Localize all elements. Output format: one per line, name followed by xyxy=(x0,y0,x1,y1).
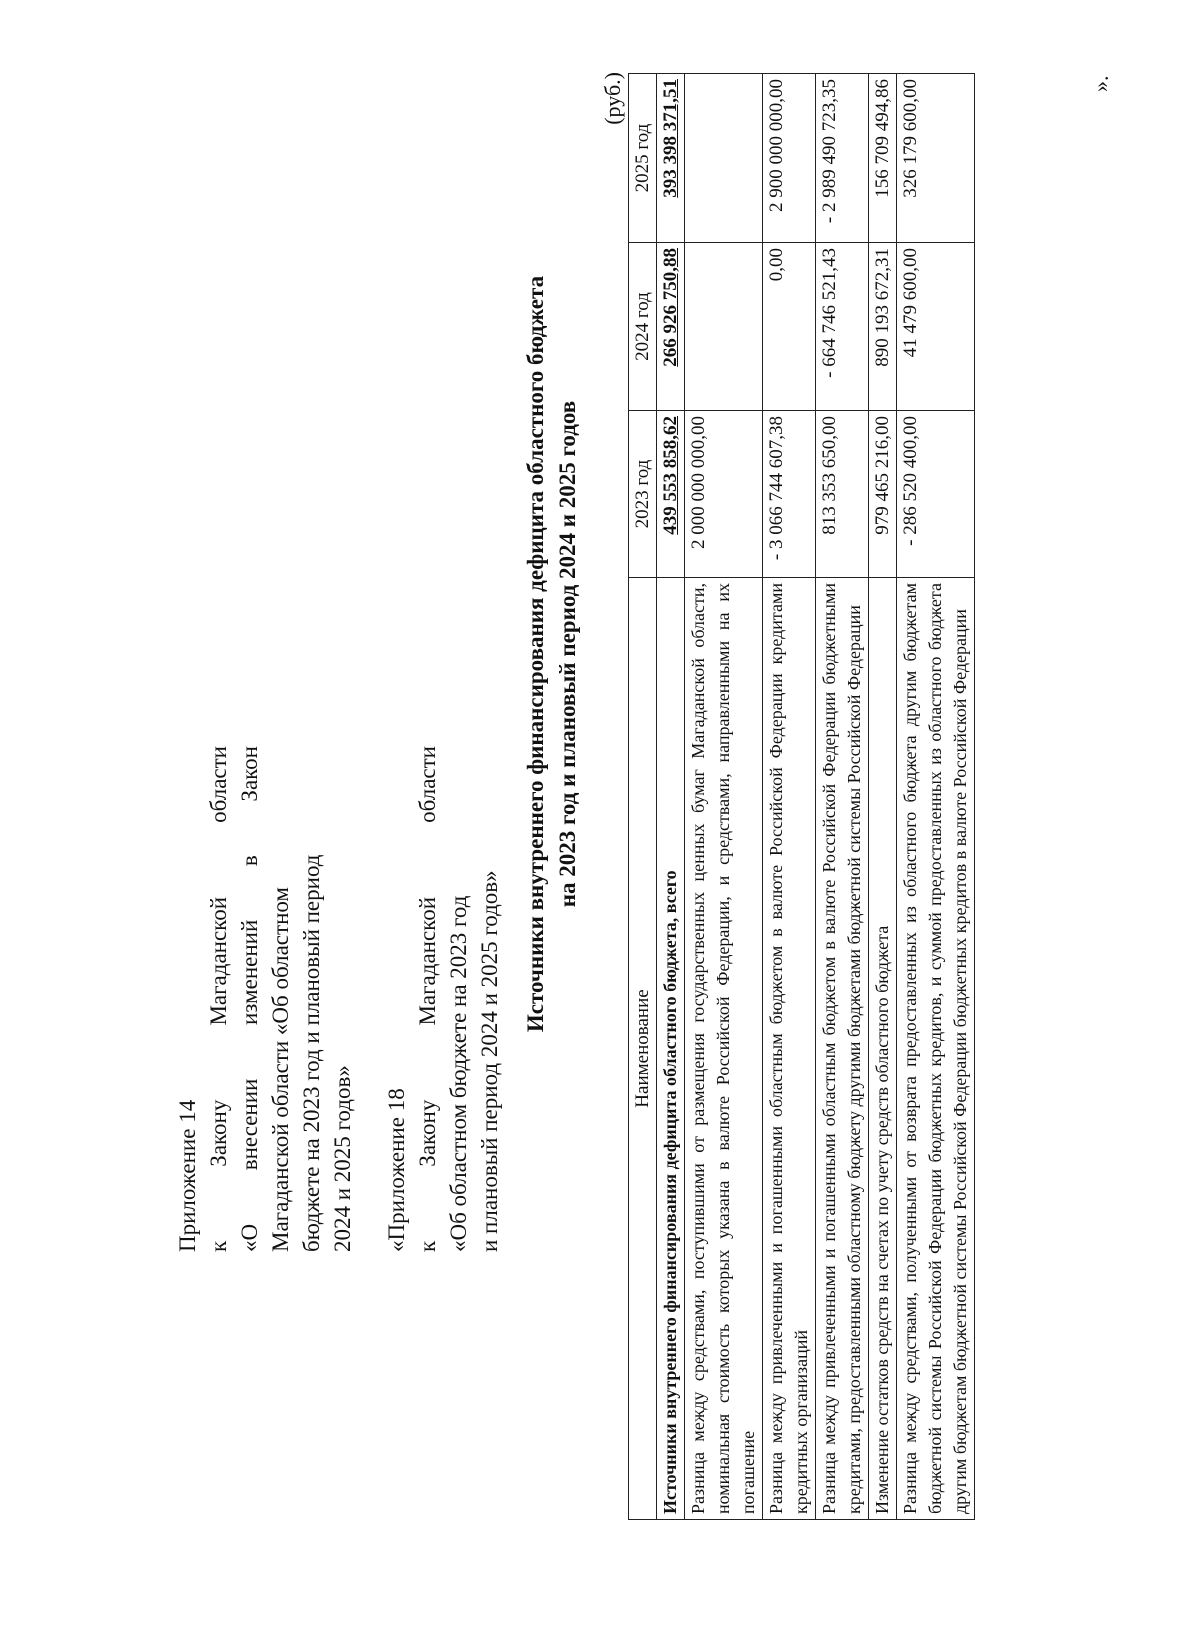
value-2024 xyxy=(685,243,763,411)
closing-quote-mark: ». xyxy=(1088,75,1113,92)
header-2025: 2025 год xyxy=(629,74,657,243)
value-2023: 2 000 000 000,00 xyxy=(685,411,763,578)
value-2023: 813 353 650,00 xyxy=(816,411,869,578)
table-row xyxy=(897,74,975,1520)
currency-unit-note: (руб.) xyxy=(600,72,625,125)
annex-14-reference xyxy=(172,746,358,1252)
value-2025: 326 179 600,00 xyxy=(897,74,975,243)
value-2023: 439 553 858,62 xyxy=(657,411,685,578)
header-2024: 2024 год xyxy=(629,243,657,411)
value-2024: 266 926 750,88 xyxy=(657,243,685,411)
value-2023: - 286 520 400,00 xyxy=(897,411,975,578)
row-name: Разница между средствами, полученными от возврата предоставленных из областного бюджета другим бюджетам бюджетной системы Российской Федерации бюджетных кредитов, и суммой предоставленных из областного бюджета другим бюджетам бюджетной системы Российской Федерации бюджетных кредитов в валюте Российской Федерации xyxy=(897,578,975,1520)
table-row xyxy=(685,74,763,1520)
value-2025 xyxy=(685,74,763,243)
value-2025: 393 398 371,51 xyxy=(657,74,685,243)
annex-14-line-6: 2024 и 2025 годов» xyxy=(330,1065,355,1252)
value-2023: - 3 066 744 607,38 xyxy=(763,411,816,578)
row-name: Разница между средствами, поступившими от размещения государственных ценных бумаг Магаданской области, номинальная стоимость которых указана в валюте Российской Федерации, и средствами, направленными на их погашение xyxy=(685,578,763,1520)
value-2025: 2 900 000 000,00 xyxy=(763,74,816,243)
annex-18-line-3: «Об областном бюджете на 2023 год xyxy=(446,895,471,1252)
header-2023: 2023 год xyxy=(629,411,657,578)
annex-18-reference xyxy=(381,746,505,1252)
value-2024: 0,00 xyxy=(763,243,816,411)
financing-sources-table xyxy=(628,73,975,1520)
row-name: Разница между привлеченными и погашенными областным бюджетом в валюте Российской Федерации бюджетными кредитами, предоставленными областному бюджету другими бюджетами бюджетной системы Российской Федерации xyxy=(816,578,869,1520)
annex-14-line-5: бюджете на 2023 год и плановый период xyxy=(299,854,324,1252)
annex-14-heading: Приложение 14 xyxy=(175,1099,200,1252)
table-row xyxy=(816,74,869,1520)
row-name: Изменение остатков средств на счетах по учету средств областного бюджета xyxy=(869,578,897,1520)
header-name: Наименование xyxy=(629,578,657,1520)
title-line-2: на 2023 год и плановый период 2024 и 2025 годов xyxy=(555,400,580,908)
table-row xyxy=(869,74,897,1520)
annex-14-line-3: «О внесении изменений в Закон xyxy=(237,746,262,1252)
annex-18-heading: «Приложение 18 xyxy=(384,1088,409,1252)
value-2024: - 664 746 521,43 xyxy=(816,243,869,411)
table-header-row xyxy=(629,74,657,1520)
title-line-1: Источники внутреннего финансирования дефицита областного бюджета xyxy=(523,275,548,1033)
annex-18-line-4: и плановый период 2024 и 2025 годов» xyxy=(477,870,502,1252)
value-2025: 156 709 494,86 xyxy=(869,74,897,243)
value-2024: 41 479 600,00 xyxy=(897,243,975,411)
document-title xyxy=(520,74,584,1234)
annex-14-line-4: Магаданской области «Об областном xyxy=(268,887,293,1252)
value-2025: - 2 989 490 723,35 xyxy=(816,74,869,243)
annex-14-line-2: к Закону Магаданской области xyxy=(206,746,231,1252)
row-name: Разница между привлеченными и погашенными областным бюджетом в валюте Российской Федерации кредитами кредитных организаций xyxy=(763,578,816,1520)
table-row xyxy=(763,74,816,1520)
table-row-total xyxy=(657,74,685,1520)
annex-18-line-2: к Закону Магаданской области xyxy=(415,746,440,1252)
value-2024: 890 193 672,31 xyxy=(869,243,897,411)
row-name: Источники внутреннего финансирования дефицита областного бюджета, всего xyxy=(657,578,685,1520)
value-2023: 979 465 216,00 xyxy=(869,411,897,578)
